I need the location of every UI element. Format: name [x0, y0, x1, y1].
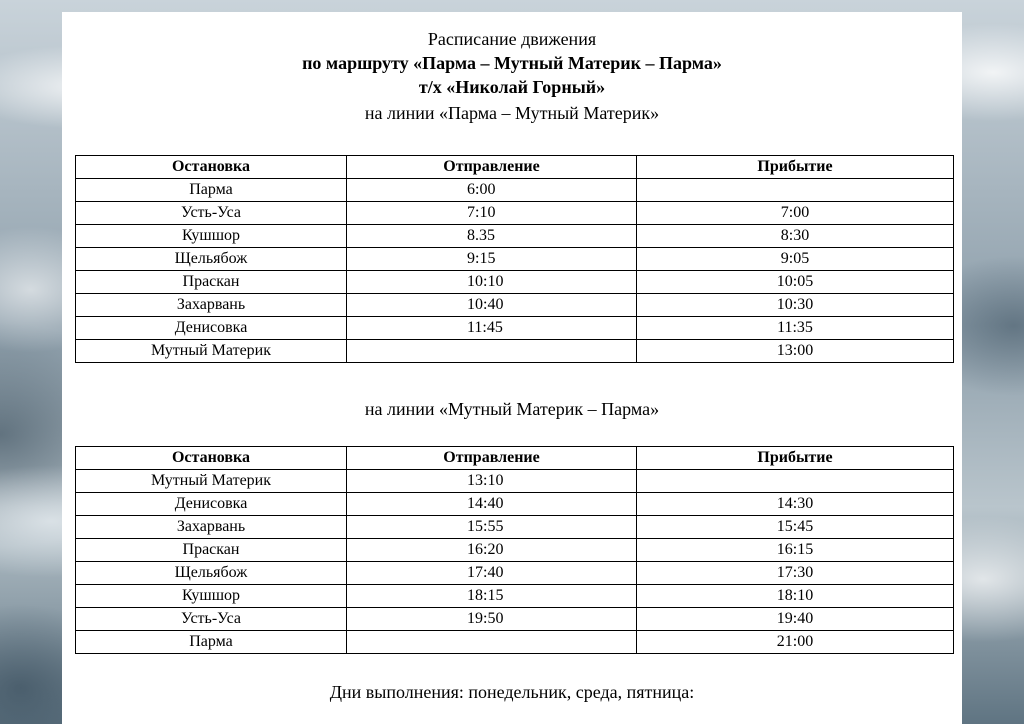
table-row [76, 340, 954, 363]
schedule-title: Расписание движения [427, 29, 597, 49]
table-row [76, 539, 954, 562]
stop-cell: Праскан [76, 539, 347, 562]
arrival-cell: 10:05 [637, 271, 954, 294]
arrival-cell: 10:30 [637, 294, 954, 317]
table-row [76, 608, 954, 631]
table-row [76, 631, 954, 654]
arrival-cell: 21:00 [637, 631, 954, 654]
departure-cell: 19:50 [347, 608, 637, 631]
departure-cell: 7:10 [347, 202, 637, 225]
departure-cell: 13:10 [347, 470, 637, 493]
stop-cell: Захарвань [76, 294, 347, 317]
column-header-departure: Отправление [347, 447, 637, 470]
departure-cell: 6:00 [347, 179, 637, 202]
arrival-cell [637, 470, 954, 493]
departure-cell: 8.35 [347, 225, 637, 248]
forward-schedule-table [75, 155, 954, 363]
arrival-cell: 15:45 [637, 516, 954, 539]
departure-cell: 10:40 [347, 294, 637, 317]
departure-cell: 17:40 [347, 562, 637, 585]
arrival-cell: 7:00 [637, 202, 954, 225]
column-header-arrival: Прибытие [637, 156, 954, 179]
departure-cell: 9:15 [347, 248, 637, 271]
arrival-cell: 16:15 [637, 539, 954, 562]
stop-cell: Кушшор [76, 585, 347, 608]
table-row [76, 248, 954, 271]
departure-cell: 18:15 [347, 585, 637, 608]
table-row [76, 493, 954, 516]
table-row [76, 317, 954, 340]
arrival-cell: 14:30 [637, 493, 954, 516]
departure-cell [347, 631, 637, 654]
stop-cell: Денисовка [76, 493, 347, 516]
stop-cell: Усть-Уса [76, 202, 347, 225]
arrival-cell: 9:05 [637, 248, 954, 271]
table-row [76, 179, 954, 202]
departure-cell: 16:20 [347, 539, 637, 562]
stop-cell: Парма [76, 179, 347, 202]
operating-days: Дни выполнения: понедельник, среда, пятница: [329, 682, 695, 702]
stop-cell: Парма [76, 631, 347, 654]
table-row [76, 202, 954, 225]
arrival-cell: 8:30 [637, 225, 954, 248]
arrival-cell: 19:40 [637, 608, 954, 631]
backward-line-label: на линии «Мутный Материк – Парма» [364, 399, 660, 419]
stop-cell: Мутный Материк [76, 470, 347, 493]
arrival-cell: 13:00 [637, 340, 954, 363]
departure-cell [347, 340, 637, 363]
stop-cell: Щельябож [76, 562, 347, 585]
table-header-row [76, 447, 954, 470]
departure-cell: 14:40 [347, 493, 637, 516]
route-title: по маршруту «Парма – Мутный Материк – Парма» [302, 53, 722, 73]
table-row [76, 225, 954, 248]
table-row [76, 585, 954, 608]
table-row [76, 294, 954, 317]
stop-cell: Мутный Материк [76, 340, 347, 363]
stop-cell: Кушшор [76, 225, 347, 248]
stop-cell: Праскан [76, 271, 347, 294]
forward-line-label: на линии «Парма – Мутный Материк» [364, 103, 660, 123]
table-row [76, 470, 954, 493]
column-header-stop: Остановка [76, 447, 347, 470]
table-row [76, 271, 954, 294]
arrival-cell: 18:10 [637, 585, 954, 608]
column-header-departure: Отправление [347, 156, 637, 179]
vessel-title: т/х «Николай Горный» [418, 77, 606, 97]
column-header-stop: Остановка [76, 156, 347, 179]
table-row [76, 562, 954, 585]
schedule-sheet [62, 12, 962, 724]
arrival-cell: 11:35 [637, 317, 954, 340]
stop-cell: Щельябож [76, 248, 347, 271]
departure-cell: 15:55 [347, 516, 637, 539]
arrival-cell: 17:30 [637, 562, 954, 585]
stop-cell: Захарвань [76, 516, 347, 539]
departure-cell: 10:10 [347, 271, 637, 294]
arrival-cell [637, 179, 954, 202]
table-row [76, 516, 954, 539]
departure-cell: 11:45 [347, 317, 637, 340]
stop-cell: Усть-Уса [76, 608, 347, 631]
column-header-arrival: Прибытие [637, 447, 954, 470]
table-header-row [76, 156, 954, 179]
stop-cell: Денисовка [76, 317, 347, 340]
backward-schedule-table [75, 446, 954, 654]
